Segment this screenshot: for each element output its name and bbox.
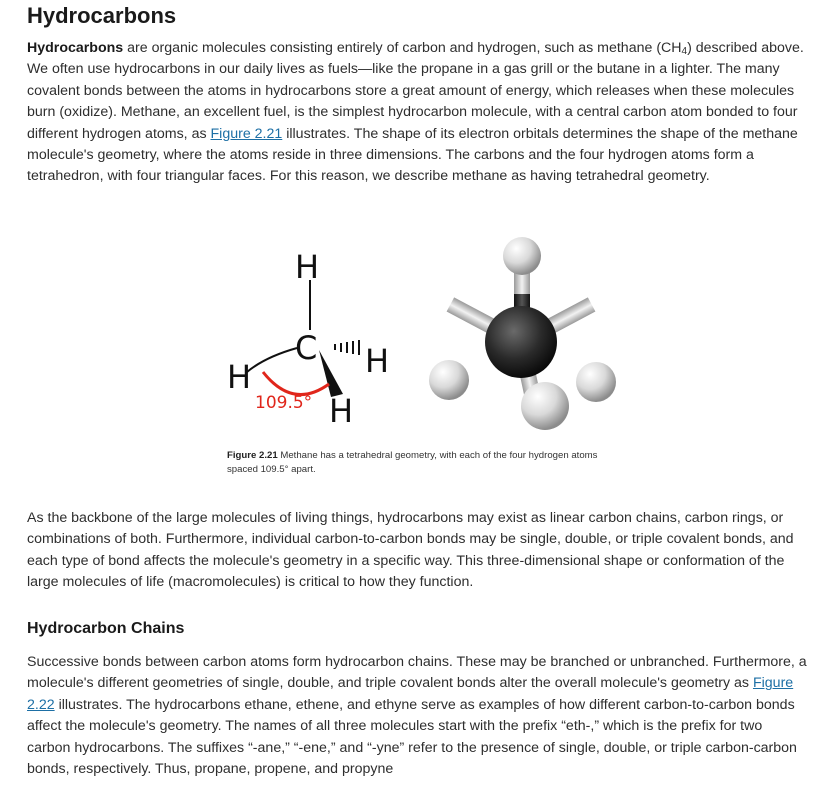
section-paragraph-1	[27, 38, 807, 188]
methane-diagram	[225, 232, 625, 438]
caption-text: Methane has a tetrahedral geometry, with each of the four hydrogen atoms spaced 109.5° apart.	[227, 450, 598, 475]
angle-arc	[263, 372, 329, 395]
hydrogen-atom	[429, 360, 469, 400]
hydrogen-atom	[576, 362, 616, 402]
hydrogen-label-bottom: H	[329, 392, 354, 430]
section-title: Hydrocarbons	[27, 3, 177, 28]
hydrogen-label-right: H	[365, 342, 390, 380]
paragraph-text: ) described above. We often use hydrocarbons in our daily lives as fuels—like the propane in a gas grill or the butane in a lighter. The many covalent bonds between the atoms in hydrocarbons store a great amount of energy, which releases when these molecules burn (oxidize). Methane, an excellent fuel, is the simplest hydrocarbon molecule, with a central carbon atom bonded to four different hydrogen atoms, as	[27, 40, 804, 142]
hashed-bond	[335, 340, 359, 355]
paragraph-text: illustrates. The shape of its electron orbitals determines the shape of the methane molecule's geometry, where the atoms reside in three dimensions. The carbons and the four hydrogen atoms form a tetrahedron, with four triangular faces. For this reason, we describe methane as having tetrahedral geometry.	[27, 125, 798, 185]
ball-and-stick-model	[429, 237, 616, 430]
subsection-paragraph-1	[27, 652, 807, 780]
subscript: 4	[681, 46, 688, 57]
methane-figure	[225, 232, 625, 438]
section-paragraph-2: As the backbone of the large molecules of living things, hydrocarbons may exist as linear carbon chains, carbon rings, or combinations of both. Furthermore, individual carbon-to-carbon bonds may be single, double, or triple covalent bonds, and each type of bond affects the molecule's geometry in a specific way. This three-dimensional shape or conformation of the large molecules of life (macromolecules) is critical to how they function.	[27, 510, 794, 591]
carbon-label: C	[295, 329, 318, 367]
caption-label: Figure 2.21	[227, 450, 278, 461]
paragraph-text: are organic molecules consisting entirely of carbon and hydrogen, such as methane (CH	[123, 40, 682, 56]
structural-formula	[227, 248, 389, 430]
carbon-atom	[485, 306, 557, 378]
bond-line	[247, 348, 297, 372]
bond-angle-label: 109.5°	[255, 393, 313, 413]
hydrogen-label-top: H	[295, 248, 320, 286]
key-term: Hydrocarbons	[27, 40, 124, 56]
figure-2-21-link[interactable]: Figure 2.21	[210, 125, 283, 142]
figure-caption	[227, 449, 607, 477]
wedge-bond	[319, 350, 343, 397]
hydrogen-atom	[503, 237, 541, 275]
hydrogen-atom	[521, 382, 569, 430]
paragraph-text: Successive bonds between carbon atoms form hydrocarbon chains. These may be branched or unbranched. Furthermore, a molecule's different geometries of single, double, and triple covalent bonds alter the overall molecule's geometry as	[27, 654, 807, 692]
paragraph-text: illustrates. The hydrocarbons ethane, ethene, and ethyne serve as examples of how different carbon-to-carbon bonds affect the molecule's geometry. The names of all three molecules start with the prefix “eth-,” which is the prefix for two carbon hydrocarbons. The suffixes “-ane,” “-ene,” and “-yne” refer to the presence of single, double, or triple carbon-carbon bonds, respectively. Thus, propane, propene, and propyne	[27, 696, 797, 778]
figure-2-22-link[interactable]: Figure 2.22	[27, 675, 794, 713]
hydrogen-label-left: H	[227, 358, 252, 396]
subsection-title: Hydrocarbon Chains	[27, 620, 185, 637]
